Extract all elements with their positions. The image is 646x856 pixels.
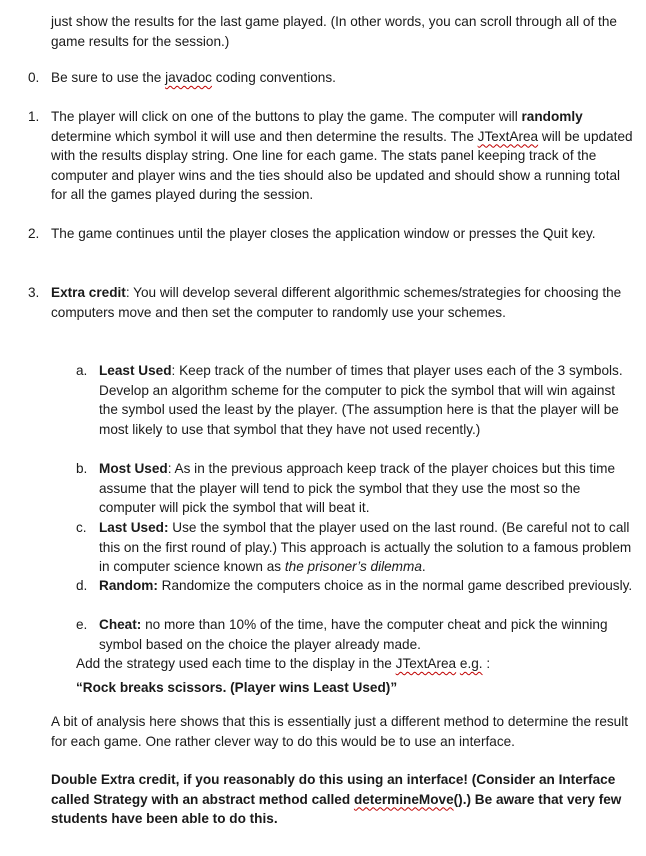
strategy-most-used: Most Used: As in the previous approach keep track of the player choices but this time assume that the player will tend to pick the symbol that they use the most so the computer will pick the symbol that will beat it. — [99, 461, 616, 516]
strategy-letter-d: d. — [76, 578, 88, 593]
strategy-letter-e: e. — [76, 617, 88, 632]
item-2-text: The game continues until the player closes the application window or presses the Quit key. — [51, 226, 596, 241]
item-number-0: 0. — [28, 70, 40, 85]
strategy-letter-c: c. — [76, 520, 87, 535]
javadoc-term: javadoc — [165, 70, 212, 85]
item-1-text: The player will click on one of the buttons to play the game. The computer will randomly determine which symbol it will use and then determine the results. The JTextArea will be updated with the results display string. One line for each game. The stats panel keeping track of the computer and player wins and the ties should also be updated and should show a running total for all the games played during the session. — [51, 109, 633, 203]
double-extra-credit: Double Extra credit, if you reasonably do this using an interface! (Consider an Interface called Strategy with an abstract method called determineMove().) Be aware that very few students have been able to do this. — [51, 772, 622, 827]
determine-move-term: determineMove — [353, 791, 454, 807]
strategy-cheat: Cheat: no more than 10% of the time, have the computer cheat and pick the winning symbol based on the choice the player already made. — [99, 617, 608, 652]
item-number-3: 3. — [28, 285, 40, 300]
jtextarea-term-2: JTextArea — [395, 656, 457, 671]
strategy-letter-b: b. — [76, 461, 88, 476]
eg-term: e.g. — [459, 656, 483, 671]
example-output: “Rock breaks scissors. (Player wins Least Used)” — [76, 680, 398, 695]
add-strategy-line: Add the strategy used each time to the display in the JTextArea e.g. : — [76, 656, 491, 671]
strategy-least-used: Least Used: Keep track of the number of times that player uses each of the 3 symbols. Develop an algorithm scheme for the computer to pick the symbol that will win against the symbol used the least by the player. (The assumption here is that the player will be most likely to use that symbol that they have not used recently.) — [99, 363, 623, 437]
jtextarea-term: JTextArea — [477, 128, 539, 144]
intro-paragraph: just show the results for the last game played. (In other words, you can scroll through all of the game results for the session.) — [51, 14, 617, 49]
strategy-random: Random: Randomize the computers choice as in the normal game described previously. — [99, 578, 633, 593]
analysis-paragraph: A bit of analysis here shows that this is essentially just a different method to determine the result for each game. One rather clever way to do this would be to use an interface. — [51, 714, 629, 749]
item-0-text: Be sure to use the javadoc coding conventions. — [51, 70, 336, 85]
strategy-last-used: Last Used: Use the symbol that the player used on the last round. (Be careful not to call this on the first round of play.) This approach is actually the solution to a famous problem in computer science known as the prisoner’s dilemma. — [99, 520, 632, 575]
strategy-letter-a: a. — [76, 363, 88, 378]
item-number-1: 1. — [28, 109, 40, 124]
item-number-2: 2. — [28, 226, 40, 241]
item-3-text: Extra credit: You will develop several different algorithmic schemes/strategies for choosing the computers move and then set the computer to randomly use your schemes. — [51, 285, 622, 320]
